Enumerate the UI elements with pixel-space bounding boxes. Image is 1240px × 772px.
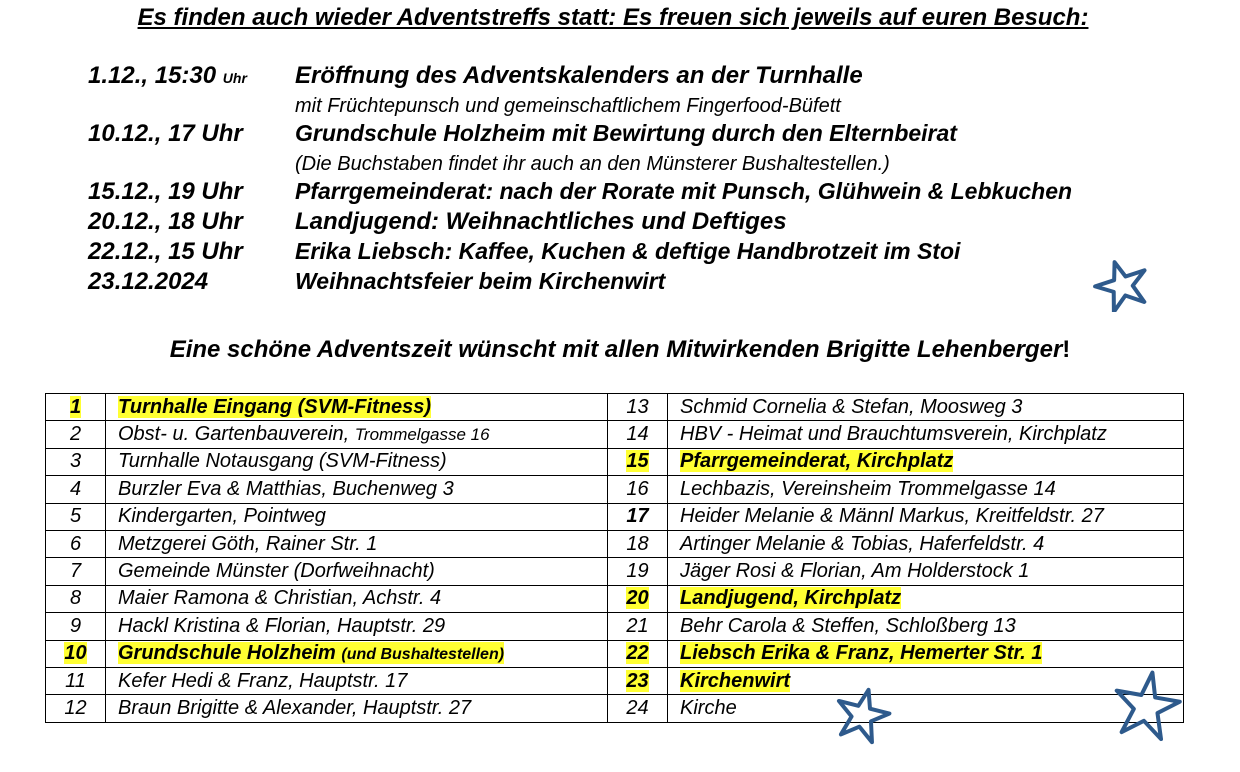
door-number: 15 bbox=[608, 448, 668, 475]
event-text: Grundschule Holzheim mit Bewirtung durch den Elternbeirat bbox=[295, 120, 957, 146]
door-location: Metzgerei Göth, Rainer Str. 1 bbox=[106, 530, 608, 557]
event-text: Weihnachtsfeier beim Kirchenwirt bbox=[295, 268, 666, 294]
door-number: 14 bbox=[608, 421, 668, 448]
door-number: 23 bbox=[608, 667, 668, 694]
table-row bbox=[46, 667, 1184, 694]
star-outline-icon bbox=[832, 686, 892, 746]
door-number: 8 bbox=[46, 585, 106, 612]
door-location: Hackl Kristina & Florian, Hauptstr. 29 bbox=[106, 613, 608, 640]
door-number: 6 bbox=[46, 530, 106, 557]
event-date: 10.12., 17 Uhr bbox=[88, 120, 243, 147]
door-number: 11 bbox=[46, 667, 106, 694]
door-number: 3 bbox=[46, 448, 106, 475]
door-number: 21 bbox=[608, 613, 668, 640]
door-location: Lechbazis, Vereinsheim Trommelgasse 14 bbox=[668, 476, 1184, 503]
door-location: Pfarrgemeinderat, Kirchplatz bbox=[668, 448, 1184, 475]
door-location: Gemeinde Münster (Dorfweihnacht) bbox=[106, 558, 608, 585]
door-location: Liebsch Erika & Franz, Hemerter Str. 1 bbox=[668, 640, 1184, 667]
table-row bbox=[46, 613, 1184, 640]
door-location: Turnhalle Eingang (SVM-Fitness) bbox=[106, 394, 608, 421]
door-number: 16 bbox=[608, 476, 668, 503]
door-location: Kirchenwirt bbox=[668, 667, 1184, 694]
table-row bbox=[46, 476, 1184, 503]
event-text: Landjugend: Weihnachtliches und Deftiges bbox=[295, 208, 787, 235]
door-location: Kefer Hedi & Franz, Hauptstr. 17 bbox=[106, 667, 608, 694]
advent-calendar-table bbox=[45, 393, 1184, 723]
table-row bbox=[46, 640, 1184, 667]
table-row bbox=[46, 695, 1184, 722]
door-location: Artinger Melanie & Tobias, Haferfeldstr. 4 bbox=[668, 530, 1184, 557]
event-text: (Die Buchstaben findet ihr auch an den Münsterer Bushaltestellen.) bbox=[295, 153, 890, 175]
door-number: 4 bbox=[46, 476, 106, 503]
door-number: 7 bbox=[46, 558, 106, 585]
door-number: 22 bbox=[608, 640, 668, 667]
page-heading: Es finden auch wieder Adventstreffs statt: Es freuen sich jeweils auf euren Besuch: bbox=[137, 4, 1089, 31]
door-location: Kirche bbox=[668, 695, 1184, 722]
event-date: 1.12., 15:30 Uhr bbox=[88, 62, 247, 89]
door-location: HBV - Heimat und Brauchtumsverein, Kirchplatz bbox=[668, 421, 1184, 448]
door-number: 1 bbox=[46, 394, 106, 421]
door-number: 10 bbox=[46, 640, 106, 667]
door-location: Behr Carola & Steffen, Schloßberg 13 bbox=[668, 613, 1184, 640]
door-number: 12 bbox=[46, 695, 106, 722]
door-number: 2 bbox=[46, 421, 106, 448]
door-location: Burzler Eva & Matthias, Buchenweg 3 bbox=[106, 476, 608, 503]
table-row bbox=[46, 448, 1184, 475]
event-date: 20.12., 18 Uhr bbox=[88, 208, 243, 235]
door-number: 19 bbox=[608, 558, 668, 585]
door-number: 13 bbox=[608, 394, 668, 421]
event-date: 22.12., 15 Uhr bbox=[88, 238, 243, 265]
door-location: Jäger Rosi & Florian, Am Holderstock 1 bbox=[668, 558, 1184, 585]
door-number: 17 bbox=[608, 503, 668, 530]
door-number: 18 bbox=[608, 530, 668, 557]
greeting: Eine schöne Adventszeit wünscht mit allen Mitwirkenden Brigitte Lehenberger! bbox=[169, 336, 1071, 363]
door-number: 5 bbox=[46, 503, 106, 530]
door-location: Obst- u. Gartenbauverein, Trommelgasse 16 bbox=[106, 421, 608, 448]
door-number: 20 bbox=[608, 585, 668, 612]
table-row bbox=[46, 421, 1184, 448]
table-row bbox=[46, 585, 1184, 612]
door-location: Grundschule Holzheim (und Bushaltestellen) bbox=[106, 640, 608, 667]
door-location: Heider Melanie & Männl Markus, Kreitfeldstr. 27 bbox=[668, 503, 1184, 530]
event-text: Pfarrgemeinderat: nach der Rorate mit Punsch, Glühwein & Lebkuchen bbox=[295, 178, 1073, 204]
star-outline-icon bbox=[1108, 668, 1184, 750]
table-row bbox=[46, 394, 1184, 421]
table-row bbox=[46, 530, 1184, 557]
event-text: mit Früchtepunsch und gemeinschaftlichem Fingerfood-Büfett bbox=[295, 95, 841, 117]
event-text: Eröffnung des Adventskalenders an der Turnhalle bbox=[295, 62, 863, 89]
door-number: 24 bbox=[608, 695, 668, 722]
event-date: 15.12., 19 Uhr bbox=[88, 178, 243, 205]
event-text: Erika Liebsch: Kaffee, Kuchen & deftige Handbrotzeit im Stoi bbox=[295, 238, 961, 264]
star-outline-icon bbox=[1090, 258, 1154, 312]
table-row bbox=[46, 503, 1184, 530]
door-location: Kindergarten, Pointweg bbox=[106, 503, 608, 530]
door-location: Braun Brigitte & Alexander, Hauptstr. 27 bbox=[106, 695, 608, 722]
door-location: Turnhalle Notausgang (SVM-Fitness) bbox=[106, 448, 608, 475]
table-row bbox=[46, 558, 1184, 585]
door-location: Landjugend, Kirchplatz bbox=[668, 585, 1184, 612]
door-location: Maier Ramona & Christian, Achstr. 4 bbox=[106, 585, 608, 612]
door-location: Schmid Cornelia & Stefan, Moosweg 3 bbox=[668, 394, 1184, 421]
event-date: 23.12.2024 bbox=[88, 268, 209, 295]
door-number: 9 bbox=[46, 613, 106, 640]
